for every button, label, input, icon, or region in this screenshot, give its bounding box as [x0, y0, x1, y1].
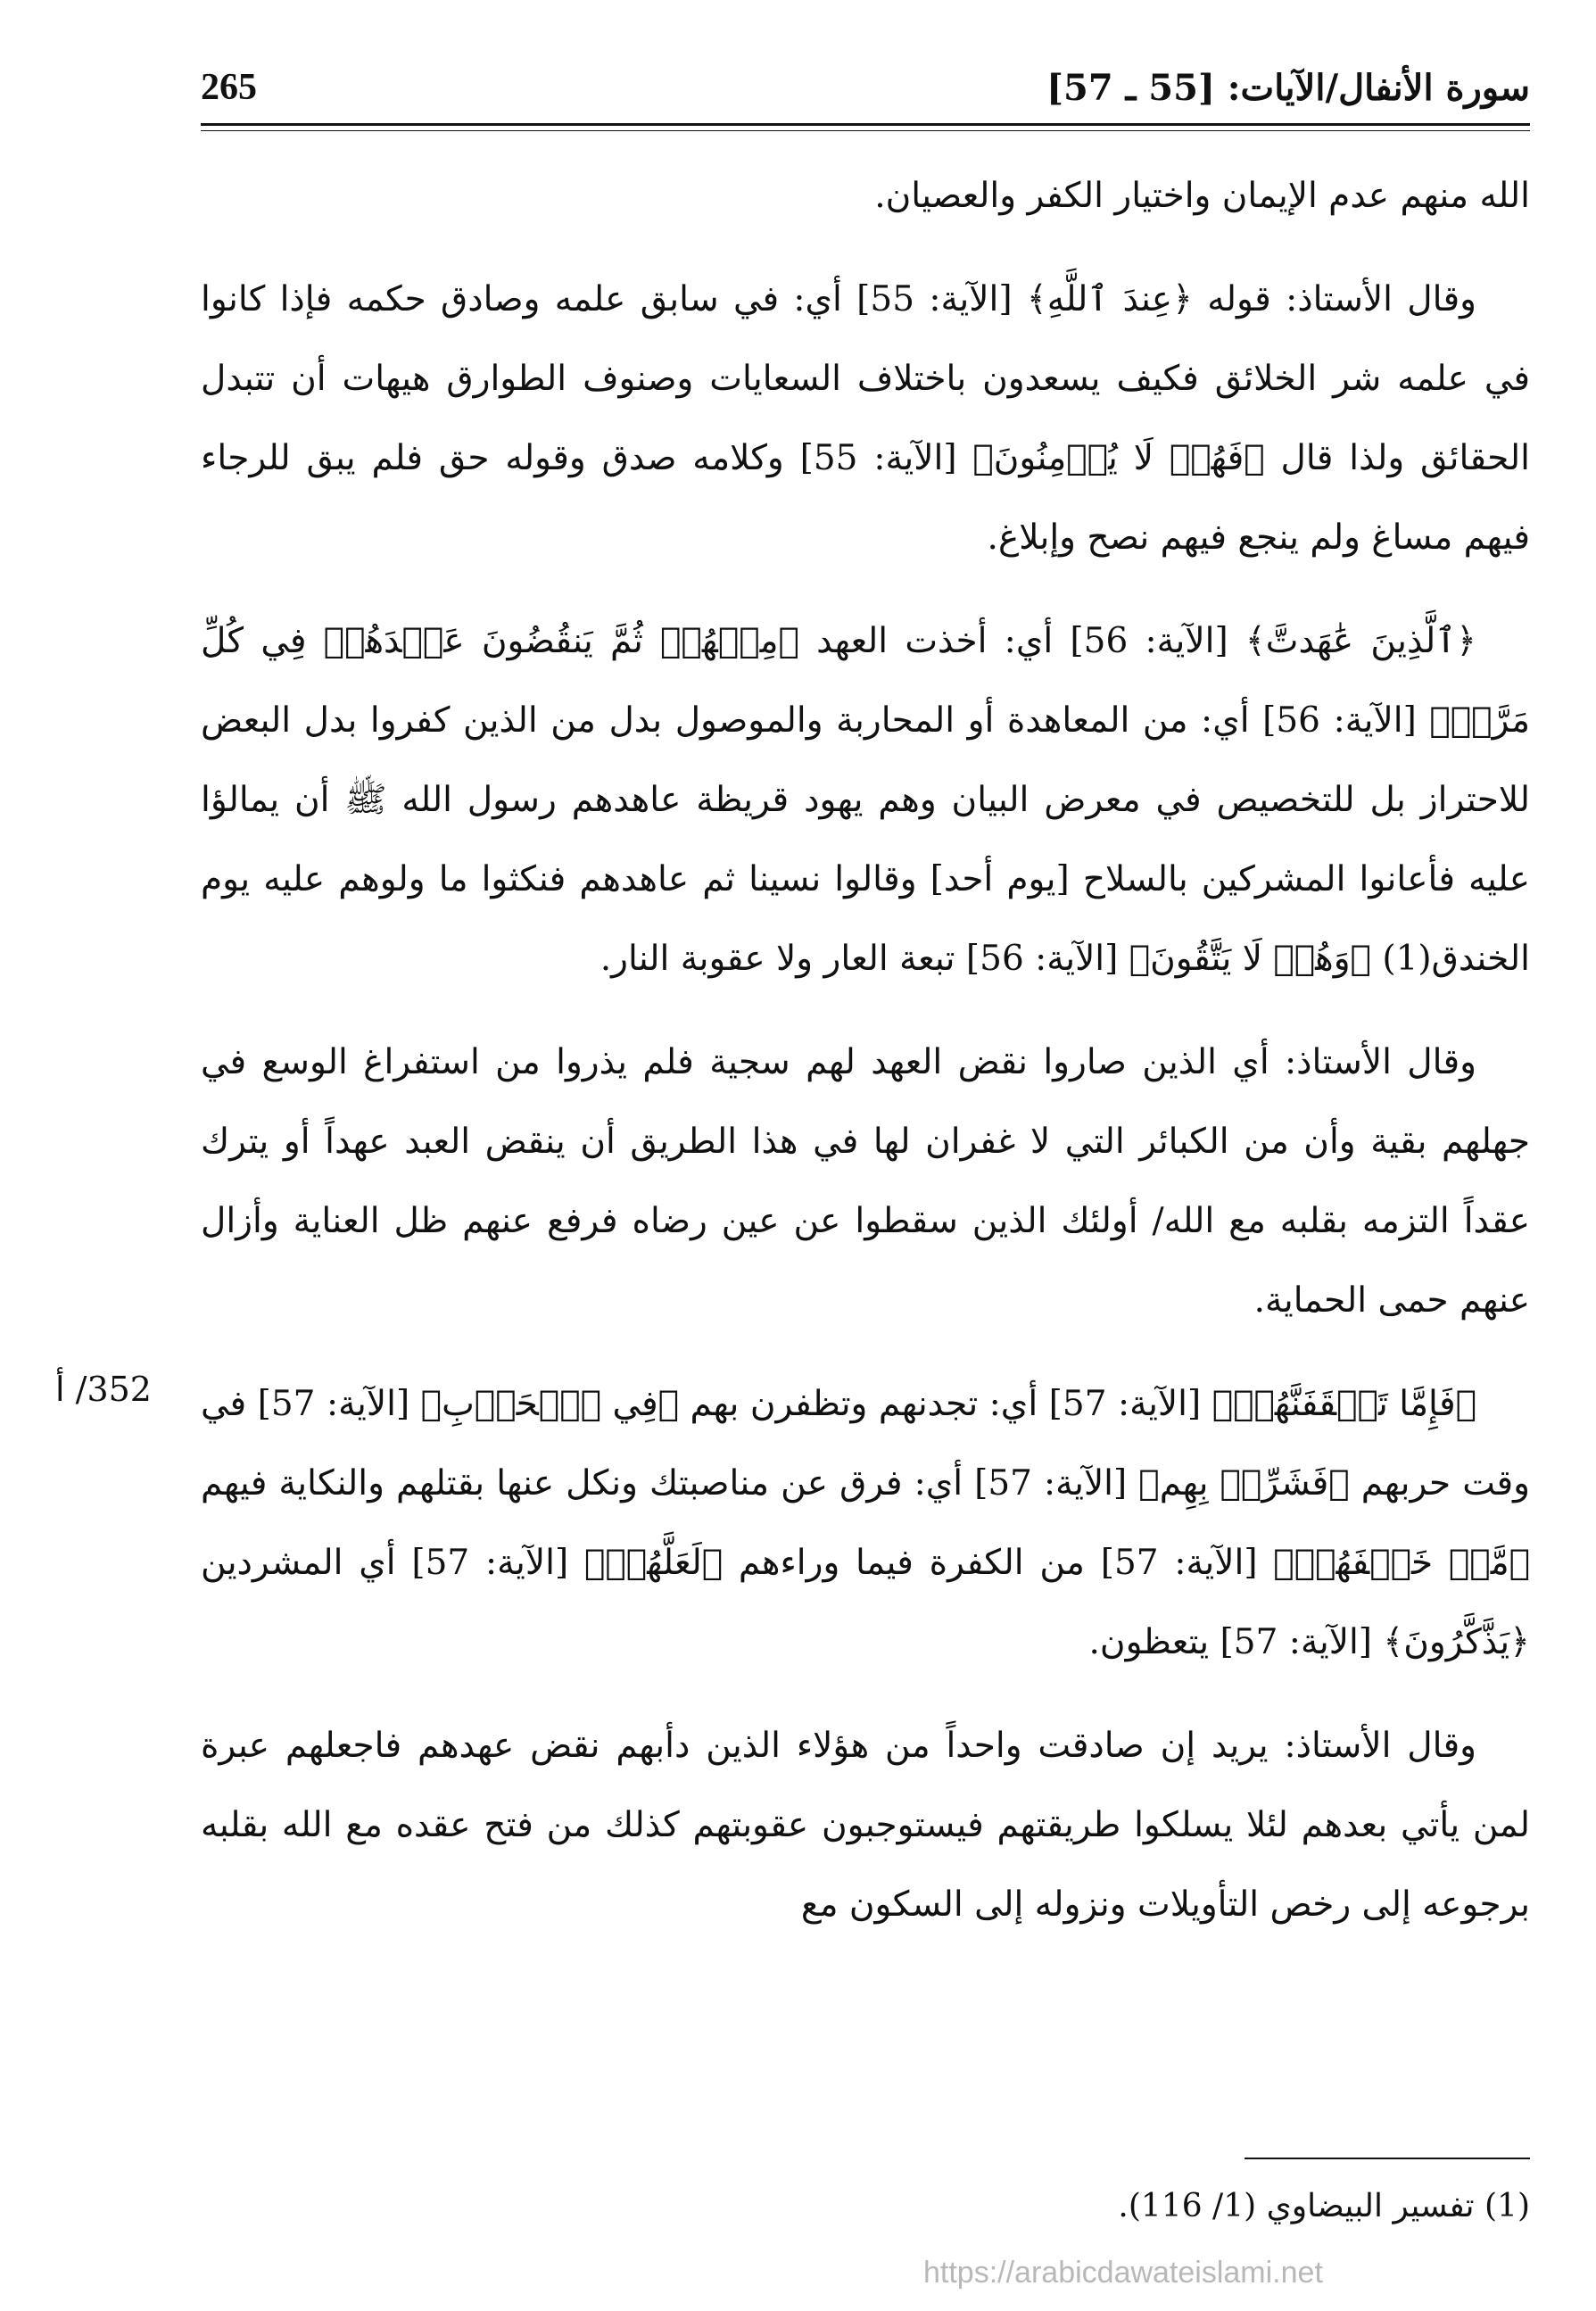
paragraph-2: وقال الأستاذ: قوله ﴿عِندَ ٱللَّهِ﴾ [الآية: 55] أي: في سابق علمه وصادق حكمه فإذا كانوا في علمه شر الخلائق فكيف يسعدون باختلاف السعايات وصنوف الطوارق هيهات أن تتبدل الحقائق ولذا قال ﴿فَهُمۡ لَا يُؤۡمِنُونَ﴾ [الآية: 55] وكلامه صدق وقوله حق فلم يبق للرجاء فيهم مساغ ولم ينجع فيهم نصح وإبلاغ.: [201, 279, 1530, 558]
footnote: (1) تفسير البيضاوي (1/ 116).: [1118, 2188, 1530, 2224]
header-rule-thick: [201, 123, 1530, 126]
paragraph-4: وقال الأستاذ: أي الذين صاروا نقض العهد لهم سجية فلم يذروا من استفراغ الوسع في جهلهم بقية وأن من الكبائر التي لا غفران لها في هذا الطريق أن ينقض العبد عهداً أو يترك عقداً التزمه بقلبه مع الله/ أولئك الذين سقطوا عن عين رضاه فرفع عنهم ظل العناية وأزال عنهم حمى الحماية.: [201, 1042, 1530, 1321]
header-rule-thin: [201, 130, 1530, 131]
page-body: [201, 156, 1530, 1968]
paragraph-5: ﴿فَإِمَّا تَثۡقَفَنَّهُمۡ﴾ [الآية: 57] أي: تجدنهم وتظفرن بهم ﴿فِي ٱلۡحَرۡبِ﴾ [الآية: 57] في وقت حربهم ﴿فَشَرِّدۡ بِهِم﴾ [الآية: 57] أي: فرق عن مناصبتك ونكل عنها بقتلهم والنكاية فيهم ﴿مَّنۡ خَلۡفَهُمۡ﴾ [الآية: 57] من الكفرة فيما وراءهم ﴿لَعَلَّهُمۡ﴾ [الآية: 57] أي المشردين ﴿يَذَّكَّرُونَ﴾ [الآية: 57] يتعظون.: [201, 1384, 1531, 1662]
paragraph-1: الله منهم عدم الإيمان واختيار الكفر والعصيان.: [874, 176, 1530, 216]
footnote-rule: [1245, 2158, 1530, 2159]
page-header: [201, 55, 1530, 109]
page-number: 265: [201, 67, 257, 108]
paragraph-6: وقال الأستاذ: يريد إن صادقت واحداً من هؤلاء الذين دأبهم نقض عهدهم فاجعلهم عبرة لمن يأتي بعدهم لئلا يسلكوا طريقتهم فيستوجبون عقوبتهم كذلك من فتح عقده مع الله بقلبه برجوعه إلى رخص التأويلات ونزوله إلى السكون مع: [201, 1726, 1530, 1925]
surah-title: سورة الأنفال/الآيات: [55 ـ 57]: [1046, 67, 1530, 109]
watermark-url: https://arabicdawateislami.net: [923, 2256, 1323, 2290]
manuscript-folio-note: 352/ أ: [55, 1370, 152, 1409]
paragraph-3: ﴿ٱلَّذِينَ عَٰهَدتَّ﴾ [الآية: 56] أي: أخذت العهد ﴿مِنۡهُمۡ ثُمَّ يَنقُضُونَ عَهۡدَهُمۡ فِي كُلِّ مَرَّةٖ﴾ [الآية: 56] أي: من المعاهدة أو المحاربة والموصول بدل من الذين كفروا بدل البعض للاحتراز بل للتخصيص في معرض البيان وهم يهود قريظة عاهدهم رسول الله ﷺ أن يمالؤا عليه فأعانوا المشركين بالسلاح [يوم أحد] وقالوا نسينا ثم عاهدهم فنكثوا ما ولوهم عليه يوم الخندق(1) ﴿وَهُمۡ لَا يَتَّقُونَ﴾ [الآية: 56] تبعة العار ولا عقوبة النار.: [201, 621, 1530, 979]
